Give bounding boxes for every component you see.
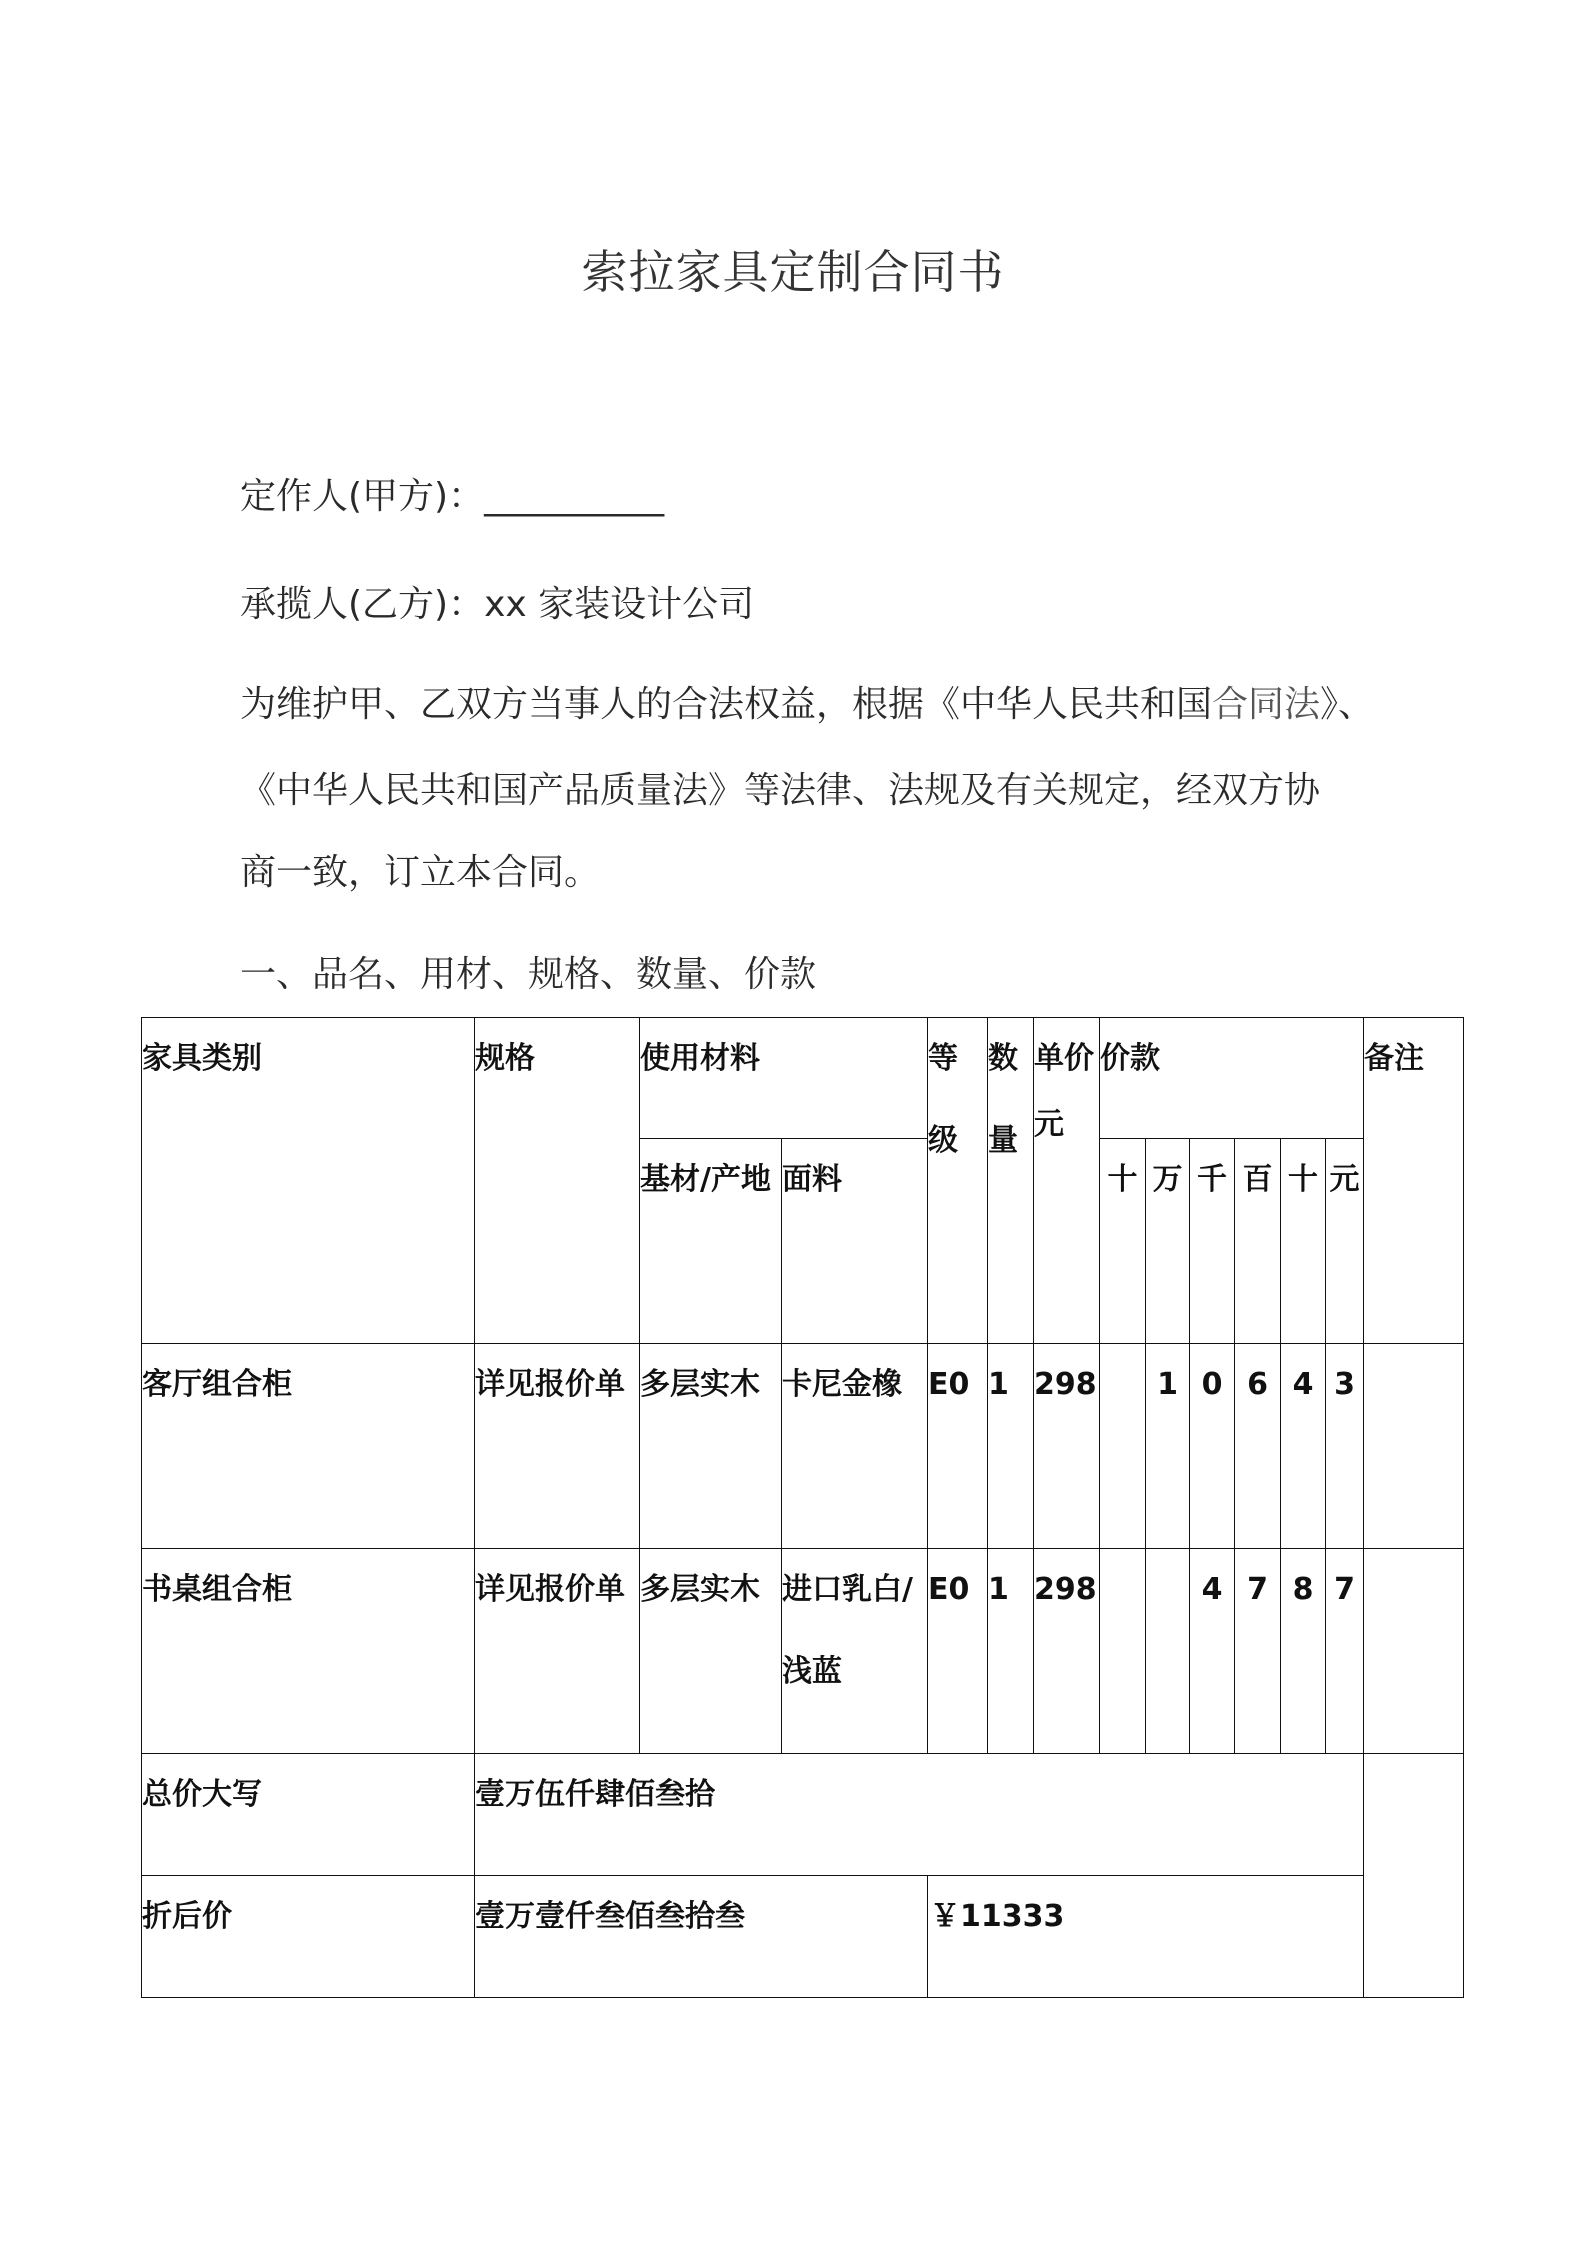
intro-text: 》、 (1320, 684, 1375, 725)
row-digit: 6 (1235, 1344, 1281, 1549)
row-digit: 7 (1326, 1549, 1364, 1754)
row-remarks (1364, 1344, 1464, 1549)
header-base: 基材/产地 (640, 1139, 782, 1344)
row-surface: 进口乳白/浅蓝 (782, 1549, 928, 1754)
row-digit: 3 (1326, 1344, 1364, 1549)
row-category: 书桌组合柜 (142, 1549, 475, 1754)
row-grade: E0 (928, 1549, 988, 1754)
header-digit-yuan: 元 (1326, 1139, 1364, 1344)
party-b-line: 承揽人(乙方)：xx 家装设计公司 (240, 584, 755, 625)
row-digit: 7 (1235, 1549, 1281, 1754)
header-spec: 规格 (475, 1018, 640, 1344)
intro-paragraph-line-2: 《中华人民共和国产品质量法》等法律、法规及有关规定，经双方协 (240, 770, 1321, 811)
row-qty: 1 (988, 1344, 1034, 1549)
intro-paragraph-line-3: 商一致，订立本合同。 (240, 852, 601, 893)
row-digit: 0 (1190, 1344, 1235, 1549)
row-digit: 1 (1146, 1344, 1190, 1549)
table-row (142, 1549, 1464, 1754)
total-remarks (1364, 1754, 1464, 1998)
header-remarks: 备注 (1364, 1018, 1464, 1344)
row-grade: E0 (928, 1344, 988, 1549)
party-a-blank: __________ (484, 476, 665, 517)
row-digit: 4 (1281, 1344, 1326, 1549)
row-category: 客厅组合柜 (142, 1344, 475, 1549)
row-base: 多层实木 (640, 1344, 782, 1549)
header-unit-price: 单价元 (1034, 1018, 1100, 1344)
header-digit-thousand: 千 (1190, 1139, 1235, 1344)
row-base: 多层实木 (640, 1549, 782, 1754)
discount-amount: ￥11333 (928, 1876, 1364, 1998)
header-materials: 使用材料 (640, 1018, 928, 1139)
row-digit (1100, 1344, 1146, 1549)
total-row (142, 1754, 1464, 1876)
row-unit-price: 298 (1034, 1344, 1100, 1549)
header-surface: 面料 (782, 1139, 928, 1344)
total-label: 总价大写 (142, 1754, 475, 1876)
table-row (142, 1344, 1464, 1549)
row-digit: 8 (1281, 1549, 1326, 1754)
header-digit-hundred: 百 (1235, 1139, 1281, 1344)
row-spec: 详见报价单 (475, 1549, 640, 1754)
row-digit: 4 (1190, 1549, 1235, 1754)
row-digit (1146, 1549, 1190, 1754)
row-surface: 卡尼金橡 (782, 1344, 928, 1549)
party-a-label: 定作人(甲方)： (240, 476, 485, 517)
discount-label: 折后价 (142, 1876, 475, 1998)
intro-paragraph-line-1 (240, 676, 1374, 727)
row-unit-price: 298 (1034, 1549, 1100, 1754)
row-qty: 1 (988, 1549, 1034, 1754)
section-heading: 一、品名、用材、规格、数量、价款 (240, 954, 817, 995)
discount-words: 壹万壹仟叁佰叁拾叁 (475, 1876, 928, 1998)
header-amount: 价款 (1100, 1018, 1364, 1139)
discount-row (142, 1876, 1464, 1998)
header-grade: 等级 (928, 1018, 988, 1344)
header-digit-ten-thousand: 万 (1146, 1139, 1190, 1344)
page-title: 索拉家具定制合同书 (581, 245, 1005, 299)
party-a-line (240, 468, 664, 519)
header-qty: 数量 (988, 1018, 1034, 1344)
row-remarks (1364, 1549, 1464, 1754)
row-digit (1100, 1549, 1146, 1754)
header-category: 家具类别 (142, 1018, 475, 1344)
header-digit-ten-thousands-ten: 十 (1100, 1139, 1146, 1344)
header-digit-ten: 十 (1281, 1139, 1326, 1344)
row-spec: 详见报价单 (475, 1344, 640, 1549)
intro-text: 为维护甲、乙双方当事人的合法权益，根据《中华人民共和国 (240, 684, 1213, 725)
price-table (141, 1017, 1464, 1998)
contract-law-link[interactable]: 合同法 (1212, 684, 1321, 725)
total-value: 壹万伍仟肆佰叁拾 (475, 1754, 1364, 1876)
